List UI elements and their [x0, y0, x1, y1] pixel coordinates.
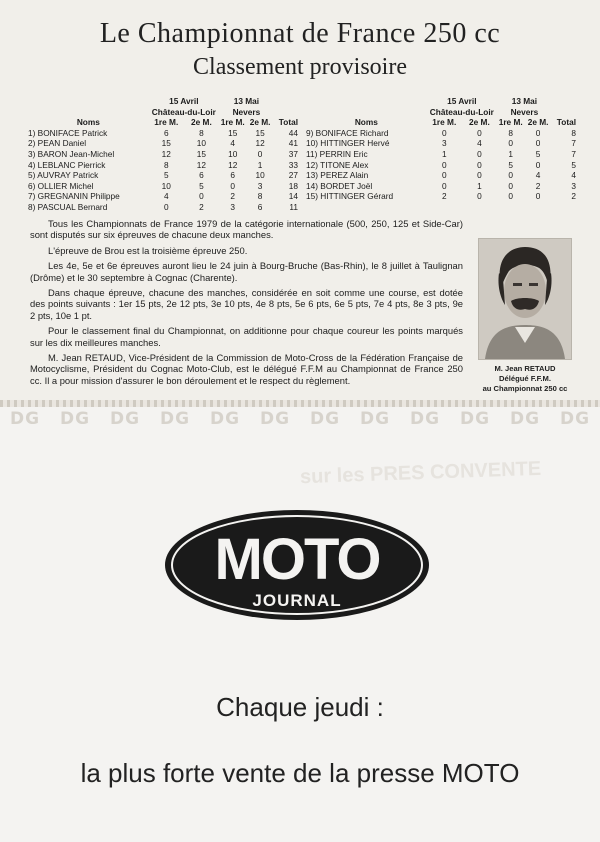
header-names: Noms [76, 117, 100, 128]
table-row [28, 149, 298, 160]
ad-slogan: la plus forte vente de la presse MOTO [80, 758, 520, 788]
table-row [28, 181, 298, 192]
event1-place: Château-du-Loir [429, 106, 494, 117]
header-m1: 1re M. [498, 117, 523, 128]
rider-name: 12) TITONE Alex [306, 159, 369, 170]
table-row [306, 170, 576, 181]
score: 5 [535, 148, 541, 159]
event1-place: Château-du-Loir [151, 106, 216, 117]
score: 3 [230, 201, 235, 212]
caption-line: au Championnat 250 cc [482, 384, 568, 393]
total: 41 [288, 138, 298, 149]
score: 3 [257, 180, 263, 191]
total: 7 [571, 138, 576, 149]
standings-table-left [28, 96, 298, 213]
rider-name: 5) AUVRAY Patrick [28, 170, 99, 181]
event1-date: 15 Avril [169, 96, 199, 106]
page-subtitle: Classement provisoire [193, 54, 407, 80]
score: 10 [255, 170, 265, 181]
score: 8 [199, 127, 204, 138]
watermark-strip [0, 404, 600, 434]
header-m1: 1re M. [432, 117, 457, 128]
event2-date: 13 Mai [233, 96, 260, 106]
table-row [28, 170, 298, 181]
watermark: DG [259, 409, 291, 429]
score: 5 [508, 159, 513, 170]
score: 0 [535, 138, 541, 149]
bleed-through-text: sur les PRES CONVENTE [299, 457, 542, 489]
score: 4 [163, 191, 169, 202]
event2-place: Nevers [510, 106, 539, 117]
logo-journal-text: JOURNAL [252, 591, 342, 610]
watermark: DG [109, 409, 141, 429]
standings-table-right [306, 96, 576, 202]
total: 5 [571, 159, 576, 170]
score: 0 [508, 170, 513, 181]
caption-line: M. Jean RETAUD [494, 364, 556, 373]
paragraph: Pour le classement final du Championnat, on additionne pour chaque coureur les points marqués sur les dix meilleures manches. [30, 325, 463, 348]
rider-name: 3) BARON Jean-Michel [28, 148, 115, 159]
score: 15 [161, 138, 171, 149]
watermark: DG [459, 409, 491, 429]
caption-line: Délégué F.F.M. [499, 374, 551, 383]
score: 8 [163, 159, 169, 170]
header-names: Noms [354, 117, 378, 128]
score: 4 [535, 170, 541, 181]
score: 4 [230, 138, 235, 149]
score: 2 [535, 180, 541, 191]
ad-tagline: Chaque jeudi : [216, 692, 384, 722]
header-m1: 1re M. [154, 117, 179, 128]
score: 0 [477, 127, 482, 138]
watermark: DG [209, 409, 241, 429]
watermark: DG [9, 409, 41, 429]
total: 11 [289, 201, 298, 212]
score: 0 [508, 138, 513, 149]
watermark: DG [509, 409, 541, 429]
total: 44 [288, 127, 298, 138]
score: 0 [535, 127, 541, 138]
rider-name: 2) PEAN Daniel [28, 138, 87, 149]
score: 10 [228, 148, 238, 159]
rider-name: 9) BONIFACE Richard [306, 127, 389, 138]
total: 33 [288, 159, 298, 170]
total: 7 [571, 148, 576, 159]
header-m2: 2e M. [191, 117, 212, 128]
header-m1: 1re M. [220, 117, 245, 128]
score: 5 [163, 170, 169, 181]
total: 14 [288, 191, 298, 202]
score: 15 [228, 127, 238, 138]
score: 6 [163, 127, 169, 138]
rider-name: 1) BONIFACE Patrick [28, 127, 108, 138]
score: 3 [441, 138, 447, 149]
rider-name: 10) HITTINGER Hervé [306, 138, 390, 149]
score: 0 [477, 191, 482, 202]
table-row [28, 202, 298, 213]
header-m2: 2e M. [249, 117, 271, 128]
table-row [306, 128, 576, 139]
score: 2 [230, 191, 235, 202]
score: 8 [508, 127, 513, 138]
paragraph: M. Jean RETAUD, Vice-Président de la Commission de Moto-Cross de la Fédération Française de Motocyclisme, Président du Cognac Moto-Club, est le délégué F.F.M au Championnat de France 250 cc. Il a pour mission d'assurer le bon déroulement et le respect du règlement. [30, 352, 463, 386]
score: 8 [257, 191, 263, 202]
paragraph: Les 4e, 5e et 6e épreuves auront lieu le 24 juin à Bourg-Bruche (Bas-Rhin), le 8 juillet à Taulignan (Drôme) et le 30 septembre à Cognac (Charente). [30, 260, 463, 283]
score: 0 [163, 201, 169, 212]
paragraph: Tous les Championnats de France 1979 de la catégorie internationale (500, 250, 125 et Side-Car) sont disputés sur six épreuves de chacune deux manches. [30, 218, 463, 241]
score: 5 [199, 180, 204, 191]
event1-date: 15 Avril [447, 96, 477, 106]
page-title: Le Championnat de France 250 cc [99, 18, 501, 49]
event2-place: Nevers [232, 106, 261, 117]
rider-name: 11) PERRIN Eric [306, 148, 368, 159]
table-row [306, 181, 576, 192]
score: 0 [441, 170, 447, 181]
table-row [28, 138, 298, 149]
watermark: DG [559, 409, 591, 429]
score: 0 [230, 180, 235, 191]
score: 10 [161, 180, 171, 191]
score: 6 [230, 170, 235, 181]
score: 2 [441, 191, 447, 202]
rider-name: 6) OLLIER Michel [28, 180, 94, 191]
table-row [28, 191, 298, 202]
header-total: Total [556, 117, 576, 128]
watermark: DG [59, 409, 91, 429]
score: 2 [199, 201, 204, 212]
rider-name: 8) PASCUAL Bernard [28, 201, 108, 212]
score: 12 [161, 148, 171, 159]
score: 0 [535, 191, 541, 202]
score: 0 [199, 191, 204, 202]
score: 1 [477, 180, 482, 191]
watermark: DG [159, 409, 191, 429]
rules-text [30, 218, 463, 390]
moto-journal-logo [162, 507, 432, 623]
score: 12 [196, 159, 207, 170]
rider-name: 13) PEREZ Alain [306, 170, 369, 181]
score: 0 [508, 191, 513, 202]
score: 0 [257, 148, 263, 159]
score: 0 [477, 148, 482, 159]
total: 18 [288, 180, 298, 191]
score: 0 [508, 180, 513, 191]
header-m2: 2e M. [469, 117, 490, 128]
watermark: DG [359, 409, 391, 429]
score: 0 [477, 159, 482, 170]
photo-caption [470, 364, 580, 394]
rider-name: 4) LEBLANC Pierrick [28, 159, 106, 170]
paragraph: Dans chaque épreuve, chacune des manches, considérée en soit comme une course, est dotée des points suivants : 1er 15 pts, 2e 12 pts, 3e 10 pts, 4e 8 pts, 5e 6 pts, 6e 5 pts, 7e 4 pts, 8e 3 pts, 9e 2 pts, 10e 1 pt. [30, 287, 463, 321]
score: 10 [196, 138, 207, 149]
total: 27 [288, 170, 298, 181]
score: 0 [441, 159, 447, 170]
table-row [28, 128, 298, 139]
total: 37 [288, 148, 298, 159]
watermark: DG [409, 409, 441, 429]
score: 12 [228, 159, 238, 170]
header-m2: 2e M. [527, 117, 549, 128]
logo-moto-text: MOTO [214, 527, 380, 592]
rider-name: 7) GREGNANIN Philippe [28, 191, 120, 202]
championship-section [0, 0, 600, 403]
table-row [306, 191, 576, 202]
score: 6 [199, 170, 204, 181]
score: 12 [255, 138, 265, 149]
score: 4 [477, 138, 482, 149]
score: 0 [441, 127, 447, 138]
score: 0 [477, 170, 482, 181]
rider-name: 15) HITTINGER Gérard [306, 191, 394, 202]
portrait-photo [478, 238, 572, 360]
header-total: Total [278, 117, 298, 128]
table-row [306, 149, 576, 160]
score: 0 [441, 180, 447, 191]
paragraph: L'épreuve de Brou est la troisième épreuve 250. [48, 244, 248, 256]
total: 8 [571, 127, 576, 138]
table-row [306, 138, 576, 149]
watermark: DG [309, 409, 341, 429]
score: 1 [257, 159, 263, 170]
score: 1 [441, 148, 447, 159]
total: 4 [571, 170, 576, 181]
table-row [306, 160, 576, 171]
total: 2 [571, 191, 576, 202]
score: 15 [255, 127, 265, 138]
total: 3 [571, 180, 576, 191]
portrait-image [479, 239, 571, 359]
score: 15 [196, 148, 207, 159]
score: 1 [508, 148, 513, 159]
score: 6 [257, 201, 263, 212]
table-row [28, 160, 298, 171]
event2-date: 13 Mai [511, 96, 538, 106]
score: 0 [535, 159, 541, 170]
rider-name: 14) BORDET Joël [306, 180, 373, 191]
